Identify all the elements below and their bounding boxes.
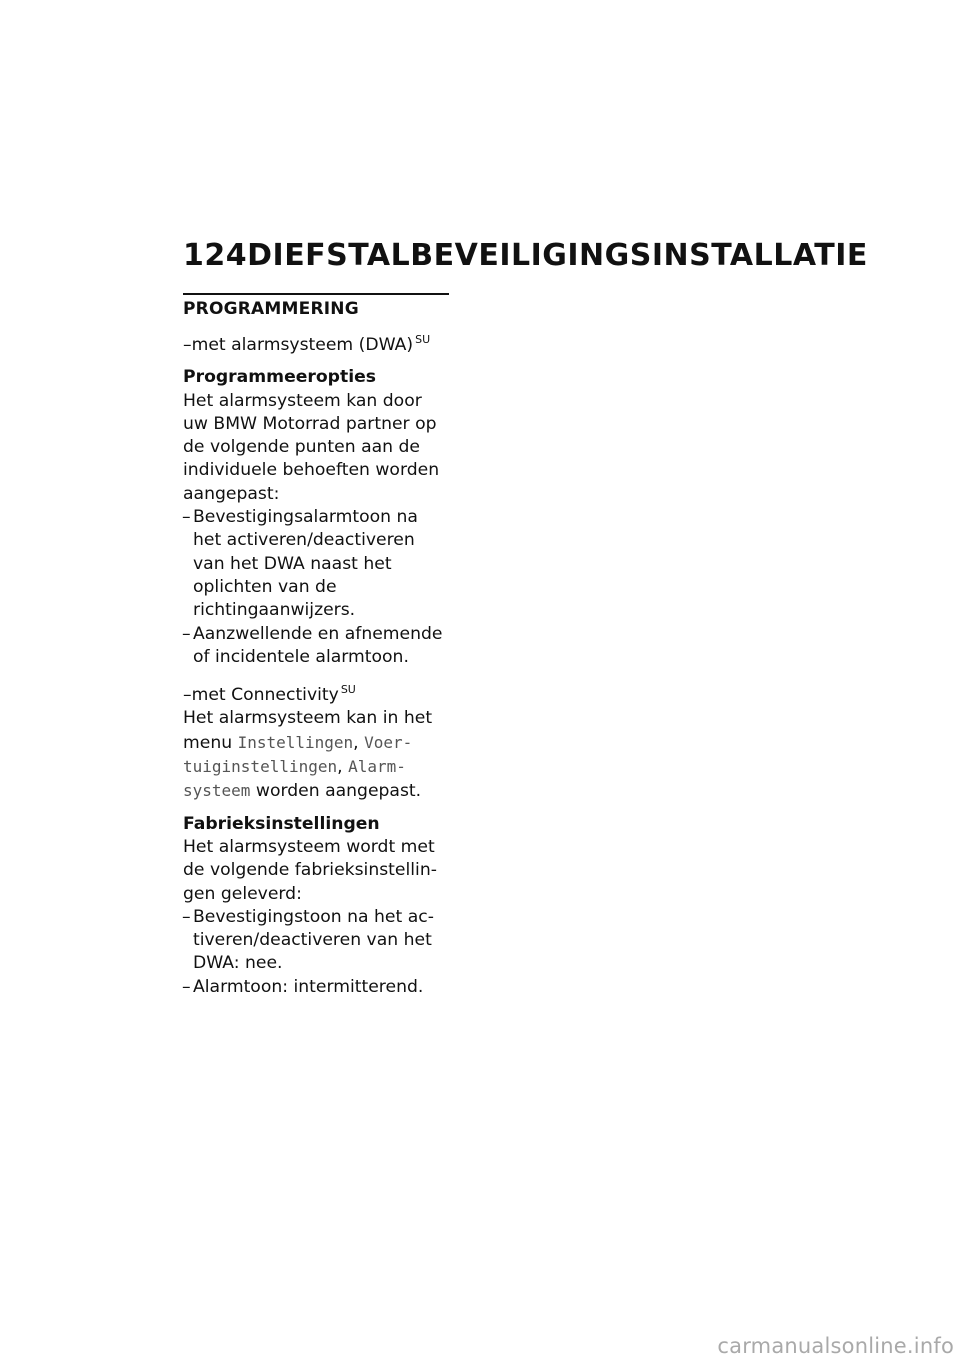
connectivity-paragraph: Het alarmsysteem kan in het menu Instellingen, Voertuiginstellingen, Alarmsysteem worden aangepast. — [183, 708, 433, 802]
options-intro: Het alarmsysteem kan door uw BMW Motorrad partner op de volgende punten aan de individuele behoeften worden aangepast: — [183, 390, 440, 504]
factory-block — [183, 813, 449, 999]
list-item: – Alarmtoon: intermitterend. — [182, 976, 424, 997]
page-number: 124 — [183, 238, 248, 273]
watermark: carmanualsonline.info — [717, 1334, 954, 1358]
list-item: – Bevestigingsalarmtoon na het activeren/deactiveren van het DWA naast het oplichten van de richtingaanwijzers. — [182, 507, 418, 621]
list-item: – Aanzwellende en afnemende of incidentele alarmtoon. — [182, 623, 443, 667]
condition-connectivity — [183, 678, 449, 707]
condition-dwa-sup: SU — [415, 333, 431, 346]
page-title: DIEFSTALBEVEILIGINGSINSTALLATIE — [247, 238, 868, 273]
section-title: PROGRAMMERING — [183, 299, 359, 319]
menu-path-alarm-system: Alarmsysteem — [183, 757, 406, 801]
condition-connectivity-sup: SU — [340, 683, 356, 697]
options-list — [183, 506, 449, 669]
menu-path-vehicle-settings: Voertuiginstellingen — [183, 732, 413, 777]
options-block — [183, 366, 449, 669]
section-rule — [183, 293, 449, 295]
options-heading: Programmeeropties — [183, 367, 376, 388]
condition-dwa — [183, 328, 449, 357]
factory-list — [183, 906, 449, 999]
list-item: – Bevestigingstoon na het activeren/deactiveren van het DWA: nee. — [182, 906, 434, 974]
factory-intro: Het alarmsysteem wordt met de volgende fabrieksinstellingen geleverd: — [183, 836, 437, 904]
condition-dwa-text: –met alarmsysteem (DWA) — [183, 335, 414, 355]
menu-path-settings: Instellingen — [237, 732, 354, 752]
content-column — [183, 293, 449, 1008]
condition-connectivity-text: –met Connectivity — [183, 685, 339, 706]
page-header — [183, 238, 868, 273]
factory-heading: Fabrieksinstellingen — [183, 813, 380, 834]
